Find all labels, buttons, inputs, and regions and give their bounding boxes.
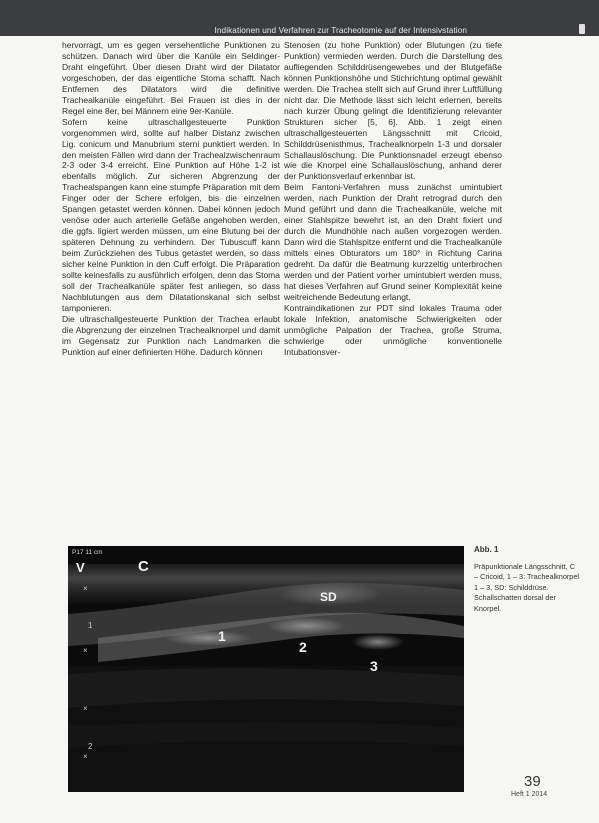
- running-header: [0, 0, 599, 36]
- figure-caption-title: Abb. 1: [474, 545, 499, 554]
- depth-tick: ×: [83, 646, 88, 655]
- depth-tick: ×: [83, 704, 88, 713]
- cartilage-1-label: 1: [218, 628, 226, 644]
- orientation-marker: V: [76, 560, 85, 575]
- cartilage-3-label: 3: [370, 658, 378, 674]
- figure-caption-text: Präpunktionale Längsschnitt, C – Cricoid, 1 – 3: Trachealknorpel 1 – 3, SD: Schilddrüse. Schallschatten dorsal der Knorpel.: [474, 562, 580, 613]
- paragraph: Kontraindikationen zur PDT sind lokales Trauma oder lokale Infektion, anatomische Schwierigkeiten oder unmögliche Palpation der Trachea, große Struma, schwierige oder unmögliche konventionelle Intubationsver-: [284, 302, 502, 357]
- cricoid-label: C: [138, 558, 149, 575]
- image-info-label: P17 11 cm: [72, 549, 103, 556]
- issue-label: Heft 1 2014: [511, 791, 548, 798]
- page-number: 39: [524, 773, 541, 790]
- depth-tick: ×: [83, 584, 88, 593]
- running-title: Indikationen und Verfahren zur Tracheotomie auf der Intensivstation: [214, 26, 467, 35]
- paragraph: Beim Fantoni-Verfahren muss zunächst umintubiert werden, nach Punktion der Draht retrograd durch den Mund geführt und dann die Trachealkanüle, welche mit einer Stahlspitze bewehrt ist, an den Draht fixiert und durch die Mundhöhle nach außen vorgezogen werden. Dann wird die Stahlspitze entfernt und die Trachealkanüle mittels eines Obturators um 180° in Richtung Carina gedreht. Da dafür die Beatmung kurzzeitig unterbrochen werden und der Patient vorher umintubiert werden muss, hat dieses Verfahren auf Grund seiner Komplexität keine weitreichende Bedeutung erlangt.: [284, 182, 502, 302]
- depth-scale-1: 1: [88, 621, 93, 630]
- paragraph: Die ultraschallgesteuerte Punktion der Trachea erlaubt die Abgrenzung der einzelnen Trachealknorpel und damit im Gegensatz zur Punktion nach Landmarken die Punktion auf einer definierten Höhe. Dadurch können: [62, 313, 280, 357]
- paragraph: Stenosen (zu hohe Punktion) oder Blutungen (zu tiefe Punktion) vermieden werden. Durch die Darstellung des aufliegenden Schilddrüsengewebes und der Blutgefäße können Punktionshöhe und Stichrichtung optimal gewählt werden. Die Trachea stellt sich auf Grund ihrer Luftfüllung nicht dar. Die Methode lässt sich leicht erlernen, bereits nach kurzer Übung gelingt die Identifizierung relevanter Strukturen sicher [5, 6]. Abb. 1 zeigt einen ultraschallgesteuerten Längsschnitt mit Cricoid, Schilddrüsenisthmus, Trachealknorpeln 1-3 und dorsaler Schallauslöschung. Die Punktionsnadel erzeugt ebenso wie die Knorpel eine Schallauslöschung, anhand derer der Punktionsverlauf erkennbar ist.: [284, 40, 502, 182]
- header-marker: [579, 24, 585, 34]
- paragraph: hervorragt, um es gegen versehentliche Punktionen zu schützen. Danach wird über die Kanüle ein Seldinger-Draht eingeführt. Über diesen Draht wird der Dilatator vorgeschoben, der das eigentliche Stoma schafft. Nach Entfernen des Dilatators wird die definitive Trachealkanüle eingeführt. Bei Frauen ist dies in der Regel eine 8er, bei Männern eine 9er-Kanüle.: [62, 40, 280, 116]
- cartilage-2-label: 2: [299, 639, 307, 655]
- thyroid-label: SD: [320, 590, 337, 604]
- ultrasound-image: [68, 546, 464, 792]
- text-column-right: [284, 40, 502, 358]
- depth-tick: ×: [83, 752, 88, 761]
- paragraph: Sofern keine ultraschallgesteuerte Punktion vorgenommen wird, sollte auf halber Distanz zwischen Lig. conicum und Manubrium sterni punktiert werden. In den meisten Fällen wird dann der Trachealzwischenraum 2-3 oder 3-4 erreicht. Eine Punktion auf Höhe 1-2 ist ebenfalls möglich. Zur sicheren Abgrenzung der Trachealspangen kann eine stumpfe Präparation mit dem Finger oder der Schere erfolgen, bis die einzelnen Spangen getastet werden können. Dabei können jedoch venöse oder auch arterielle Gefäße angehoben werden, die ggfs. ligiert werden müssen, um eine Blutung bei der späteren Dehnung zu verhindern. Der Tubuscuff kann beim Zurückziehen des Tubus getastet werden, so dass sicher keine Punktion in den Cuff erfolgt. Die Präparation sollte keinesfalls zu ausführlich erfolgen, denn das Stoma soll der Trachealkanüle später fest anliegen, so dass Nachblutungen aus dem Dilatationskanal sich selbst tamponieren.: [62, 116, 280, 313]
- text-column-left: [62, 40, 280, 358]
- depth-scale-2: 2: [88, 742, 93, 751]
- ultrasound-texture: [68, 546, 464, 792]
